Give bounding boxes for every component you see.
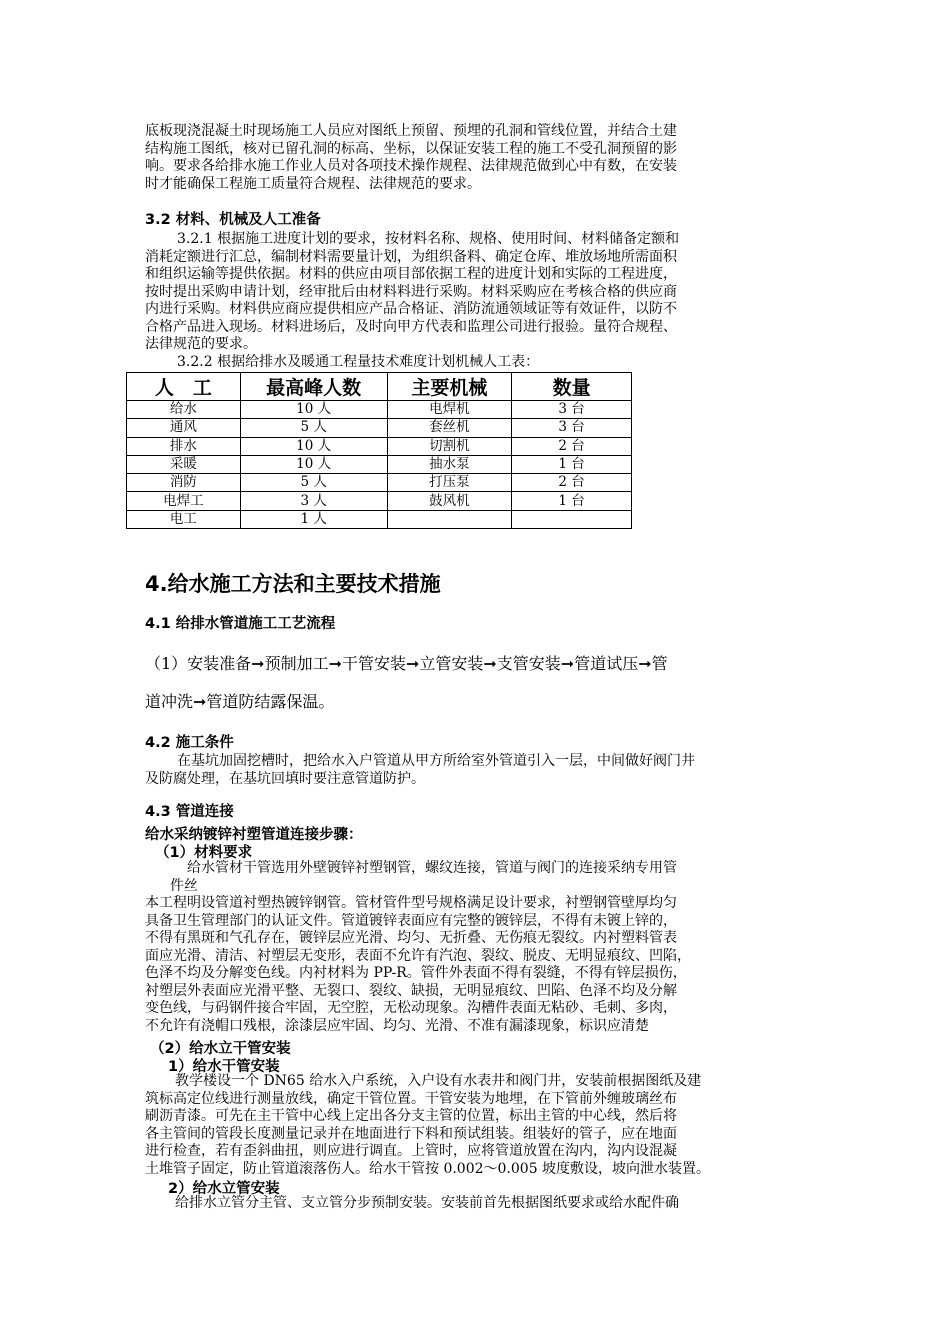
text-line: 在基坑加固挖槽时，把给水入户管道从甲方所给室外管道引入一层，中间做好阀门井 xyxy=(177,753,695,769)
table-row xyxy=(127,401,632,419)
table-cell: 1 人 xyxy=(240,510,387,528)
table-row xyxy=(127,510,632,528)
table-cell: 消防 xyxy=(127,474,241,492)
text-line: 各主管间的管段长度测量记录并在地面进行下料和预试组装。组装好的管子，应在地面 xyxy=(145,1125,677,1142)
text-line: 和组织运输等提供依据。材料的供应由项目部依据工程的进度计划和实际的工程进度， xyxy=(145,266,677,282)
text-line: 消耗定额进行汇总，编制材料需要量计划，为组织备料、确定仓库、堆放场地所需面积 xyxy=(145,248,677,265)
table-cell: 10 人 xyxy=(240,455,387,473)
table-cell: 电焊机 xyxy=(387,401,512,419)
table-cell: 3 台 xyxy=(512,401,632,419)
paragraph-4-2 xyxy=(145,753,810,788)
text-line: 按时提出采购申请计划，经审批后由材料料进行采购。材料采购应在考核合格的供应商 xyxy=(145,283,677,300)
table-cell: 套丝机 xyxy=(387,419,512,437)
table-cell: 电焊工 xyxy=(127,492,241,510)
text-line: 筑标高定位线进行测量放线，确定干管位置。干管安装为地埋，在下管前外缠玻璃丝布 xyxy=(145,1090,677,1107)
table-cell xyxy=(387,510,512,528)
item-riser-install: 2）给水立管安装 xyxy=(168,1181,280,1197)
header-machinery: 主要机械 xyxy=(387,373,512,401)
paragraph-3-2-2 xyxy=(145,354,810,372)
paragraph-3-2-1 xyxy=(145,231,810,354)
text-line: 土堆管子固定，防止管道滚落伤人。给水干管按 0.002～0.005 坡度敷设，坡向泄水装置。 xyxy=(145,1160,711,1177)
table-cell: 10 人 xyxy=(240,401,387,419)
text-line: 色泽不均及分解变色线。内衬材料为 PP-R。管件外表面不得有裂缝，不得有锌层损伤， xyxy=(145,965,687,981)
table-cell: 5 人 xyxy=(240,474,387,492)
text-line: 结构施工图纸，核对已留孔洞的标高、坐标，以保证安装工程的施工不受孔洞预留的影 xyxy=(145,140,677,157)
text-line: 3.2.2 根据给排水及暖通工程量技术难度计划机械人工表： xyxy=(177,354,540,370)
table-row xyxy=(127,492,632,510)
text-line: 衬塑层外表面应光滑平整、无裂口、裂纹、缺损，无明显痕纹、凹陷、色泽不均及分解 xyxy=(145,982,677,999)
paragraph-riser-install xyxy=(145,1195,810,1213)
section-heading-4-1: 4.1 给排水管道施工工艺流程 xyxy=(145,616,336,632)
item-riser-main-install: （2）给水立干管安装 xyxy=(150,1041,291,1057)
text-line: 内进行采购。材料供应商应提供相应产品合格证、消防流通领域证等有效证件，以防不 xyxy=(145,301,677,317)
text-line: 具备卫生管理部门的认证文件。管道镀锌表面应有完整的镀锌层，不得有未镀上锌的， xyxy=(145,912,677,929)
table-row xyxy=(127,419,632,437)
table-cell: 鼓风机 xyxy=(387,492,512,510)
table-cell: 5 人 xyxy=(240,419,387,437)
header-quantity: 数量 xyxy=(512,373,632,401)
table-cell: 1 台 xyxy=(512,492,632,510)
text-line: 3.2.1 根据施工进度计划的要求，按材料名称、规格、使用时间、材料储备定额和 xyxy=(177,231,680,247)
table-row xyxy=(127,474,632,492)
text-line: 及防腐处理，在基坑回填时要注意管道防护。 xyxy=(145,770,425,787)
text-line: 进行检查，若有歪斜曲扭，则应进行调直。上管时，应将管道放置在沟内，沟内设混凝 xyxy=(145,1143,677,1159)
text-line: 时才能确保工程施工质量符合规程、法律规范的要求。 xyxy=(145,175,481,192)
labor-machinery-table xyxy=(126,372,632,529)
table-cell: 2 台 xyxy=(512,437,632,455)
table-cell: 排水 xyxy=(127,437,241,455)
header-peak-count: 最高峰人数 xyxy=(240,373,387,401)
text-line: 给排水立管分主管、支立管分步预制安装。安装前首先根据图纸要求或给水配件确 xyxy=(175,1195,679,1211)
table-cell: 10 人 xyxy=(240,437,387,455)
process-flow-line-2: 道冲洗➞管道防结露保温。 xyxy=(145,692,335,711)
table-row xyxy=(127,437,632,455)
section-heading-4-3: 4.3 管道连接 xyxy=(145,804,234,820)
text-line: 件丝 xyxy=(170,877,198,894)
table-cell: 3 人 xyxy=(240,492,387,510)
text-line: 响。要求各给排水施工作业人员对各项技术操作规程、法律规范做到心中有数，在安装 xyxy=(145,158,677,174)
table-cell: 采暖 xyxy=(127,455,241,473)
table-row xyxy=(127,455,632,473)
intro-paragraph xyxy=(145,123,810,193)
text-line: 变色线，与码钢件接合牢固，无空腔，无松动现象。沟槽件表面无粘砂、毛刺、多肉， xyxy=(145,1000,677,1016)
table-cell xyxy=(512,510,632,528)
table-cell: 2 台 xyxy=(512,474,632,492)
text-line: 给水管材干管选用外壁镀锌衬塑钢管，螺纹连接，管道与阀门的连接采纳专用管 xyxy=(187,860,677,876)
section-heading-4-2: 4.2 施工条件 xyxy=(145,735,234,751)
subheading-connection-steps: 给水采纳镀锌衬塑管道连接步骤： xyxy=(145,827,363,843)
paragraph-main-pipe-install xyxy=(145,1073,810,1178)
table-cell: 抽水泵 xyxy=(387,455,512,473)
table-cell: 切割机 xyxy=(387,437,512,455)
text-line: 底板现浇混凝土时现场施工人员应对图纸上预留、预埋的孔洞和管线位置，并结合土建 xyxy=(145,123,677,139)
text-line: 不允许有浇帽口残根，涂漆层应牢固、均匀、光滑、不准有漏漆现象，标识应清楚 xyxy=(145,1017,649,1034)
text-line: 合格产品进入现场。材料进场后，及时向甲方代表和监理公司进行报验。量符合规程、 xyxy=(145,318,677,335)
process-flow-line-1: （1）安装准备➞预制加工➞干管安装➞立管安装➞支管安装➞管道试压➞管 xyxy=(145,654,668,673)
table-header-row xyxy=(127,373,632,401)
item-material-requirements: （1）材料要求 xyxy=(155,845,253,861)
text-line: 教学楼设一个 DN65 给水入户系统，入户设有水表井和阀门井，安装前根据图纸及建 xyxy=(175,1073,702,1089)
text-line: 法律规范的要求。 xyxy=(145,336,257,352)
paragraph-material-requirements xyxy=(145,860,810,1035)
table-cell: 电工 xyxy=(127,510,241,528)
item-main-pipe-install: 1）给水干管安装 xyxy=(168,1059,280,1075)
table-cell: 1 台 xyxy=(512,455,632,473)
text-line: 刷沥青漆。可先在主干管中心线上定出各分支主管的位置，标出主管的中心线，然后将 xyxy=(145,1108,677,1124)
text-line: 本工程明设管道衬塑热镀锌钢管。管材管件型号规格满足设计要求，衬塑钢管壁厚均匀 xyxy=(145,895,677,911)
table-cell: 通风 xyxy=(127,419,241,437)
text-line: 面应光滑、清洁、衬塑层无变形，表面不允许有汽泡、裂纹、脱皮、无明显痕纹、凹陷， xyxy=(145,947,691,964)
header-labor: 人 工 xyxy=(127,373,241,401)
section-heading-3-2: 3.2 材料、机械及人工准备 xyxy=(145,212,321,228)
table-cell: 给水 xyxy=(127,401,241,419)
table-cell: 3 台 xyxy=(512,419,632,437)
section-heading-4: 4.给水施工方法和主要技术措施 xyxy=(145,572,441,596)
table-cell: 打压泵 xyxy=(387,474,512,492)
text-line: 不得有黑斑和气孔存在，镀锌层应光滑、均匀、无折叠、无伤痕无裂纹。内衬塑料管表 xyxy=(145,930,677,946)
